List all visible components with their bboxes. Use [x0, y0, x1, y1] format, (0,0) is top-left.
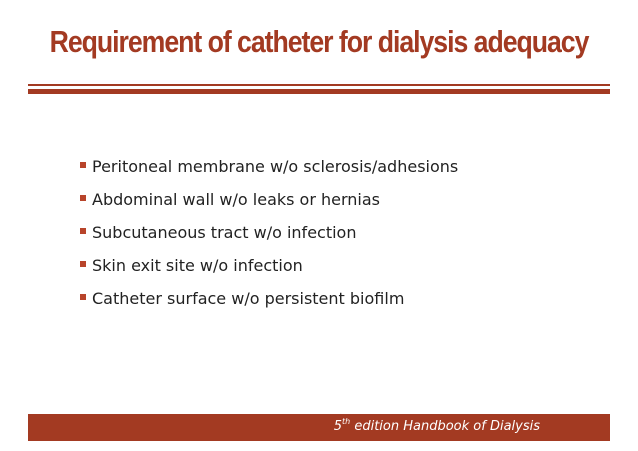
- bullet-item: [80, 183, 458, 216]
- bullet-item: [80, 216, 458, 249]
- bullet-list: [80, 150, 458, 315]
- bullet-item: [80, 249, 458, 282]
- square-bullet-icon: [80, 261, 86, 267]
- footer-edition-number: 5: [333, 419, 342, 434]
- bullet-item: [80, 282, 458, 315]
- bullet-item: [80, 150, 458, 183]
- bullet-text: Peritoneal membrane w/o sclerosis/adhesions: [92, 157, 459, 176]
- title-underline-thick: [28, 89, 610, 94]
- footer-edition-suffix: th: [341, 417, 351, 426]
- footer-citation: [334, 419, 540, 434]
- square-bullet-icon: [80, 228, 86, 234]
- square-bullet-icon: [80, 162, 86, 168]
- square-bullet-icon: [80, 294, 86, 300]
- slide-title: Requirement of catheter for dialysis adequacy: [49, 24, 589, 59]
- title-underline-thin: [28, 84, 610, 86]
- bullet-text: Subcutaneous tract w/o infection: [92, 223, 357, 242]
- bullet-text: Abdominal wall w/o leaks or hernias: [92, 190, 381, 209]
- square-bullet-icon: [80, 195, 86, 201]
- footer-bar: [28, 414, 610, 441]
- bullet-text: Catheter surface w/o persistent biofilm: [92, 289, 405, 308]
- footer-book-title: edition Handbook of Dialysis: [350, 419, 540, 434]
- bullet-text: Skin exit site w/o infection: [92, 256, 303, 275]
